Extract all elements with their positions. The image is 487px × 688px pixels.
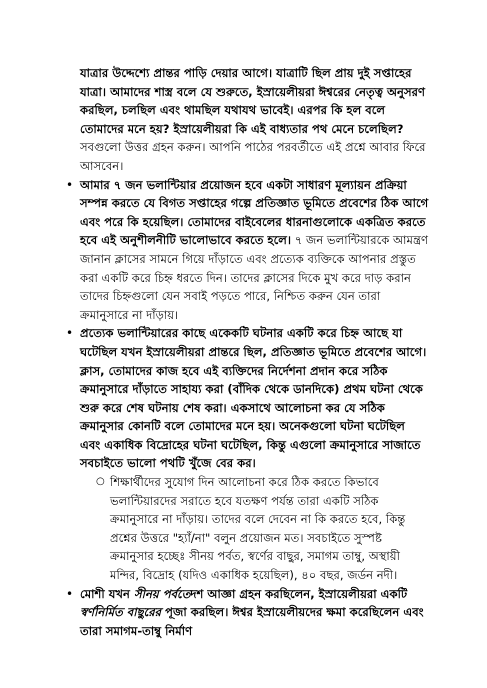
bullet-1-bold-text: আমার ৭ জন ভলান্টিয়ার প্রয়োজন হবে একটা সাধারণ মূল্যায়ন প্রক্রিয়া সম্পন্ন করতে যে বিগত সপ্তাহের গল্পে প্রতিজ্ঞাত ভূমিতে প্রবেশের ঠিক আগে এবং পরে কি হয়েছিল। তোমাদের বাইবেলের ধারনাগুলোকে একত্রিত করতে হবে এই অনুশীলনীটি ভালোভাবে করতে হলে।: [80, 177, 429, 248]
bullet-dot-icon: •: [66, 326, 74, 341]
bullet-3-text-b: দশ আজ্ঞা গ্রহন করছিলেন, ইস্রায়েলীয়রা একটি: [190, 586, 408, 601]
sub-bullet-text: শিক্ষার্থীদের সুযোগ দিন আলোচনা করে ঠিক করতে কিভাবে ভলান্টিয়ারদের সরাতে হবে যতক্ষণ পর্যন্ত তারা একটি সঠিক ক্রমানুসারে না দাঁড়ায়। তাদের বলে দেবেন না কি করতে হবে, কিন্তু প্রশ্নের উত্তরে "হ্যাঁ/না" বলুন প্রয়োজন মত। সবচাইতে সুস্পষ্ট ক্রমানুসার হচ্ছেঃ সীনয় পর্বত, স্বর্ণের বাছুর, সমাগম তাম্বু, অস্থায়ী মন্দির, বিদ্রোহ (যদিও একাধিক হয়েছিল), ৪০ বছর, জর্ডন নদী।: [110, 475, 406, 583]
intro-normal-text: সবগুলো উত্তর গ্রহন করুন। আপনি পাঠের পরবর্তীতে এই প্রশ্নে আবার ফিরে আসবেন।: [80, 140, 426, 173]
list-item: [66, 324, 429, 584]
bullet-2-bold-text: প্রত্যেক ভলান্টিয়ারের কাছে একেকটি ঘটনার একটি করে চিহ্ন আছে যা ঘটেছিল যখন ইস্রায়েলীয়রা প্রান্তরে ছিল, প্রতিজ্ঞাত ভূমিতে প্রবেশের আগে। ক্লাস, তোমাদের কাজ হবে এই ব্যক্তিদের নির্দেশনা প্রদান করে সঠিক ক্রমানুসারে দাঁড়াতে সাহায্য করা (বাঁদিক থেকে ডানদিকে) প্রথম ঘটনা থেকে শুরু করে শেষ ঘটনায় শেষ করা। একসাথে আলোচনা কর যে সঠিক ক্রমানুসার কোনটি বলে তোমাদের মনে হয়। অনেকগুলো ঘটনা ঘটেছিল এবং একাধিক বিদ্রোহের ঘটনা ঘটেছিল, কিন্তু এগুলো ক্রমানুসারে সাজাতে সবচাইতে ভালো পথটি খুঁজে বের কর।: [80, 326, 427, 471]
intro-bold-text: যাত্রার উদ্দেশ্যে প্রান্তর পাড়ি দেয়ার আগে। যাত্রাটি ছিল প্রায় দুই সপ্তাহের যাত্রা। আমাদের শাস্ত্র বলে যে শুরুতে, ইস্রায়েলীয়রা ঈশ্বরের নেতৃত্ব অনুসরণ করছিল, চলছিল এবং থামছিল যথাযথ ভাবেই। এরপর কি হল বলে তোমাদের মনে হয়? ইস্রায়েলীয়রা কি এই বাধ্যতার পথ মেনে চলেছিল?: [80, 66, 425, 136]
bullet-3-italic-a: সীনয় পর্বতে: [133, 586, 191, 601]
hollow-circle-icon: ○: [96, 476, 105, 488]
list-item: [96, 473, 429, 585]
bullet-3-text-c: পূজা করছিল। ঈশ্বর ইস্রায়েলীয়দের ক্ষমা করেছিলেন এবং তারা সমাগম-তাম্বু নির্মাণ: [80, 605, 424, 638]
bullet-dot-icon: •: [66, 586, 74, 601]
list-item: [66, 585, 429, 641]
sub-bullet-list: [80, 473, 429, 585]
bullet-list: [66, 176, 429, 641]
bullet-3-text-a: মোশী যখন: [80, 586, 134, 601]
list-item: [66, 176, 429, 325]
intro-paragraph: [80, 64, 429, 176]
bullet-dot-icon: •: [66, 177, 74, 192]
bullet-3-italic-b: স্বর্ণনির্মিত বাছুরের: [80, 605, 162, 620]
bullet-1-normal-text: ৭ জন ভলান্টিয়ারকে আমন্ত্রণ জানান ক্লাসের সামনে গিয়ে দাঁড়াতে এবং প্রত্যেক ব্যক্তিকে আপনার প্রস্তুত করা একটি করে চিহ্ন ধরতে দিন। তাদের ক্লাসের দিকে মুখ করে দাড় করান তাদের চিহ্নগুলো যেন সবাই পড়তে পারে, নিশ্চিত করুন যেন তারা ক্রমানুসারে না দাঁড়ায়।: [80, 233, 429, 322]
